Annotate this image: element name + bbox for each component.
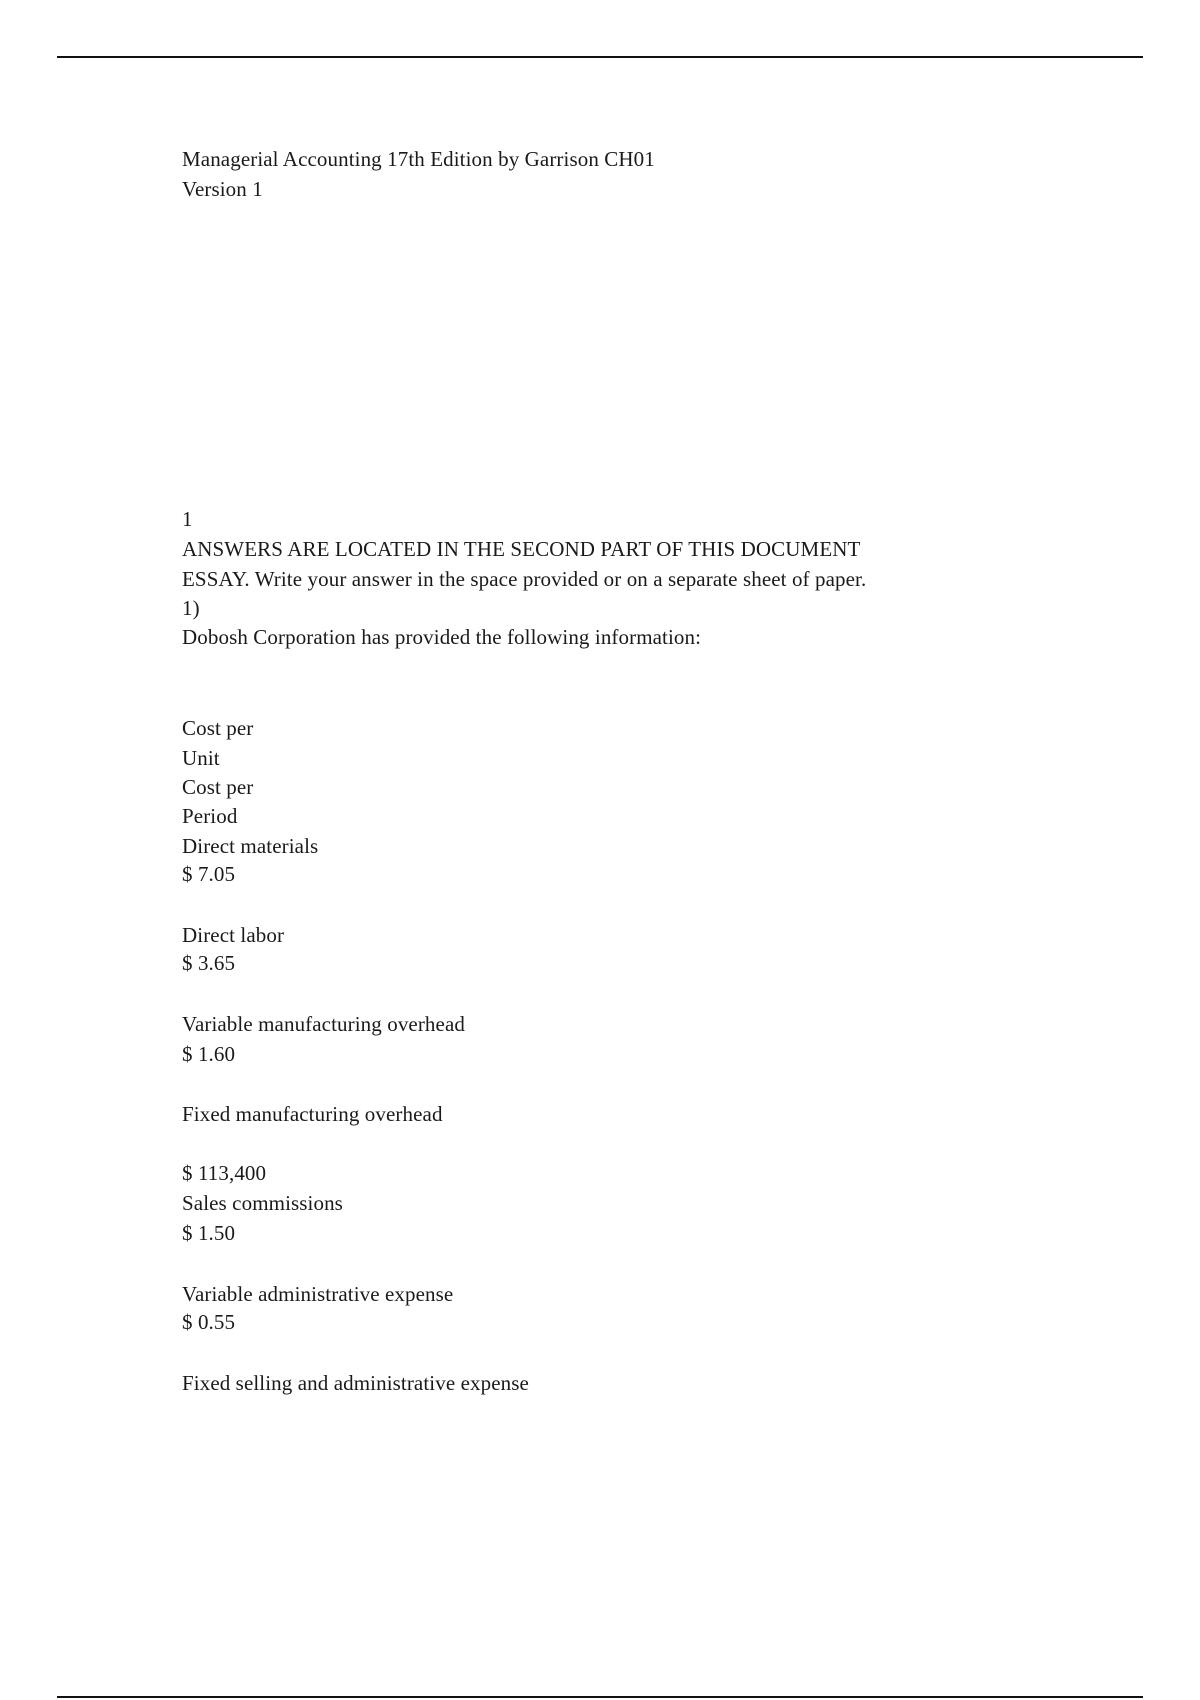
row-label-fixed-selling-administrative-expense: Fixed selling and administrative expense (182, 1371, 529, 1395)
bottom-rule (57, 1696, 1143, 1698)
row-value-direct-materials: $ 7.05 (182, 862, 236, 886)
table-header-cost-per-unit-1: Cost per (182, 716, 254, 740)
top-rule (57, 56, 1143, 58)
essay-instructions: ESSAY. Write your answer in the space provided or on a separate sheet of paper. (182, 567, 867, 591)
question-prompt: Dobosh Corporation has provided the following information: (182, 625, 702, 649)
row-label-sales-commissions: Sales commissions (182, 1191, 343, 1215)
page-number: 1 (182, 507, 193, 531)
table-header-unit: Unit (182, 746, 220, 770)
question-number: 1) (182, 596, 200, 620)
row-label-direct-materials: Direct materials (182, 834, 319, 858)
row-label-fixed-manufacturing-overhead: Fixed manufacturing overhead (182, 1102, 443, 1126)
document-title: Managerial Accounting 17th Edition by Garrison CH01 (182, 147, 655, 171)
table-header-period: Period (182, 804, 238, 828)
row-label-variable-administrative-expense: Variable administrative expense (182, 1282, 454, 1306)
row-label-variable-manufacturing-overhead: Variable manufacturing overhead (182, 1012, 465, 1036)
row-value-fixed-manufacturing-overhead: $ 113,400 (182, 1161, 267, 1185)
answers-notice: ANSWERS ARE LOCATED IN THE SECOND PART OF THIS DOCUMENT (182, 537, 861, 561)
document-version: Version 1 (182, 177, 263, 201)
row-value-sales-commissions: $ 1.50 (182, 1221, 236, 1245)
row-value-direct-labor: $ 3.65 (182, 951, 236, 975)
table-header-cost-per-2: Cost per (182, 775, 254, 799)
row-value-variable-administrative-expense: $ 0.55 (182, 1310, 236, 1334)
row-value-variable-manufacturing-overhead: $ 1.60 (182, 1042, 236, 1066)
row-label-direct-labor: Direct labor (182, 923, 285, 947)
